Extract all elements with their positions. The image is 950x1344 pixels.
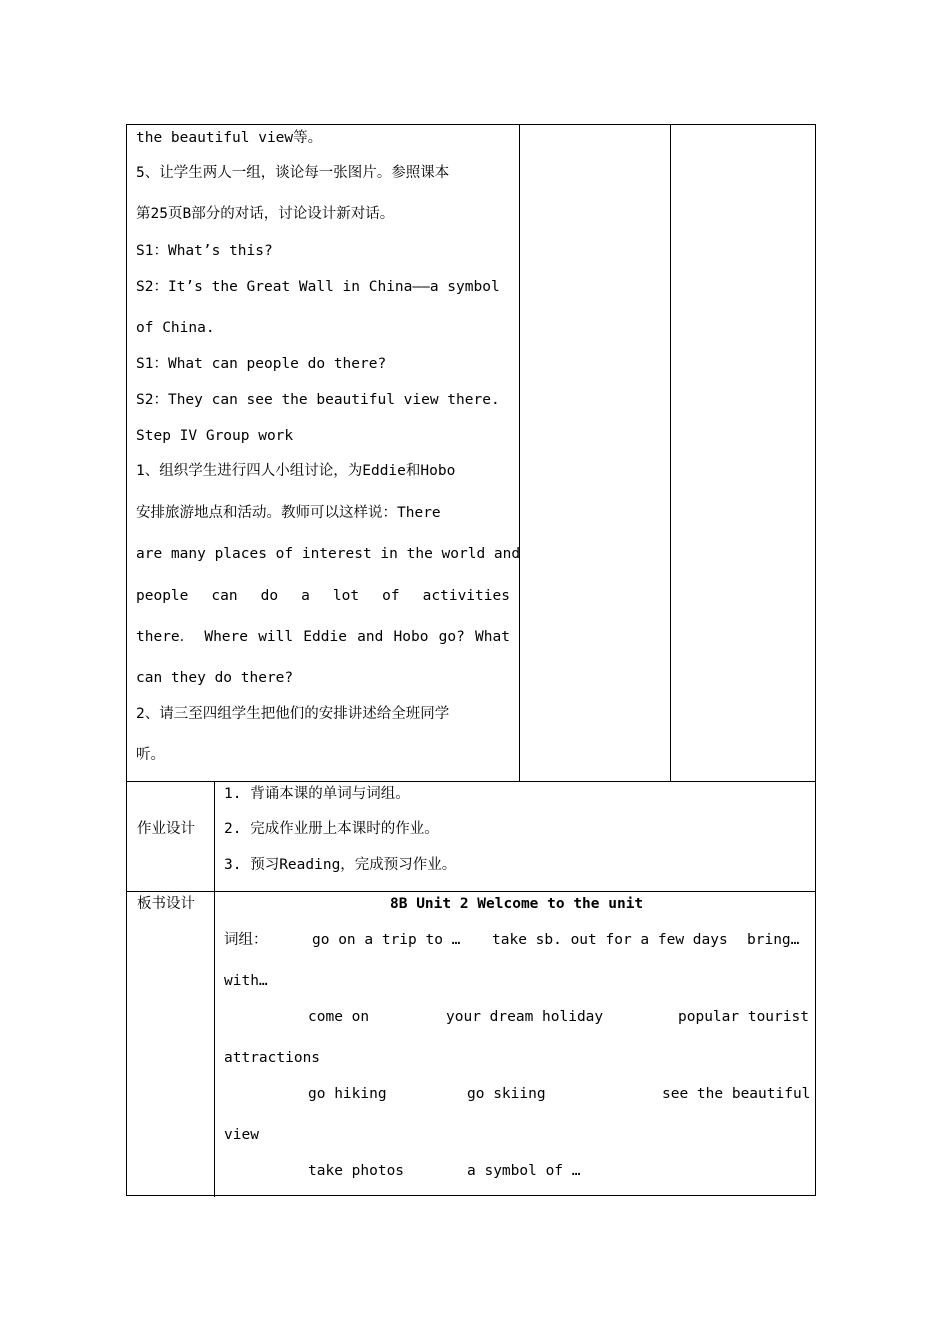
phrase: your dream holiday <box>446 1009 604 1025</box>
procedure-line: 听。 <box>136 747 165 763</box>
phrase: bring… <box>747 932 800 948</box>
phrase: go hiking <box>308 1086 387 1102</box>
dialogue-line: S1：What’s this? <box>136 243 273 259</box>
word: go? <box>438 629 465 645</box>
word: activities <box>422 588 510 604</box>
word: do <box>260 588 279 604</box>
procedure-line: the beautiful view等。 <box>136 130 323 146</box>
phrase: a symbol of … <box>467 1163 581 1179</box>
word: and <box>357 629 384 645</box>
phrase: go skiing <box>467 1086 546 1102</box>
dialogue-line: S1：What can people do there? <box>136 356 387 372</box>
row-divider <box>127 891 815 892</box>
phrase: go on a trip to … <box>312 932 461 948</box>
procedure-line: can they do there? <box>136 670 294 686</box>
phrase: take sb. out for a few days <box>492 932 728 948</box>
phrase: view <box>224 1127 259 1143</box>
phrase: take photos <box>308 1163 405 1179</box>
label-column-divider <box>214 781 215 1197</box>
procedure-line: are many places of interest in the world and <box>136 546 521 562</box>
dialogue-line: S2：It’s the Great Wall in China——a symbol <box>136 279 500 295</box>
word: Where <box>204 629 248 645</box>
procedure-line: 2、请三至四组学生把他们的安排讲述给全班同学 <box>136 706 450 722</box>
phrase: with… <box>224 973 268 989</box>
word: will <box>258 629 294 645</box>
word: of <box>382 588 400 604</box>
word: can <box>211 588 238 604</box>
step-heading: Step IV Group work <box>136 428 294 444</box>
word: people <box>136 588 189 604</box>
word: Hobo <box>393 629 429 645</box>
homework-item: 3. 预习Reading，完成预习作业。 <box>224 857 457 873</box>
procedure-line <box>136 587 510 605</box>
board-title: 8B Unit 2 Welcome to the unit <box>390 896 644 912</box>
column-divider <box>519 125 520 781</box>
word: Eddie <box>303 629 347 645</box>
row-divider <box>127 781 815 782</box>
procedure-line: 第25页B部分的对话，讨论设计新对话。 <box>136 206 395 222</box>
board-label: 板书设计 <box>137 896 195 912</box>
phrase: attractions <box>224 1050 321 1066</box>
procedure-line: 5、让学生两人一组，谈论每一张图片。参照课本 <box>136 165 450 181</box>
dialogue-line: of China. <box>136 320 215 336</box>
phrase: popular tourist <box>678 1009 809 1025</box>
homework-item: 2. 完成作业册上本课时的作业。 <box>224 821 439 837</box>
dialogue-line: S2：They can see the beautiful view there. <box>136 392 500 408</box>
procedure-line: 安排旅游地点和活动。教师可以这样说：There <box>136 505 441 521</box>
word: What <box>475 629 510 645</box>
word: lot <box>332 588 360 604</box>
procedure-line <box>136 628 510 646</box>
phrases-label: 词组： <box>224 932 268 948</box>
homework-label: 作业设计 <box>137 821 195 837</box>
column-divider <box>670 125 671 781</box>
phrase: see the beautiful <box>662 1086 811 1102</box>
word: a <box>301 588 310 604</box>
homework-item: 1. 背诵本课的单词与词组。 <box>224 786 410 802</box>
word: there． <box>136 629 195 645</box>
procedure-line: 1、组织学生进行四人小组讨论，为Eddie和Hobo <box>136 463 456 479</box>
phrase: come on <box>308 1009 370 1025</box>
